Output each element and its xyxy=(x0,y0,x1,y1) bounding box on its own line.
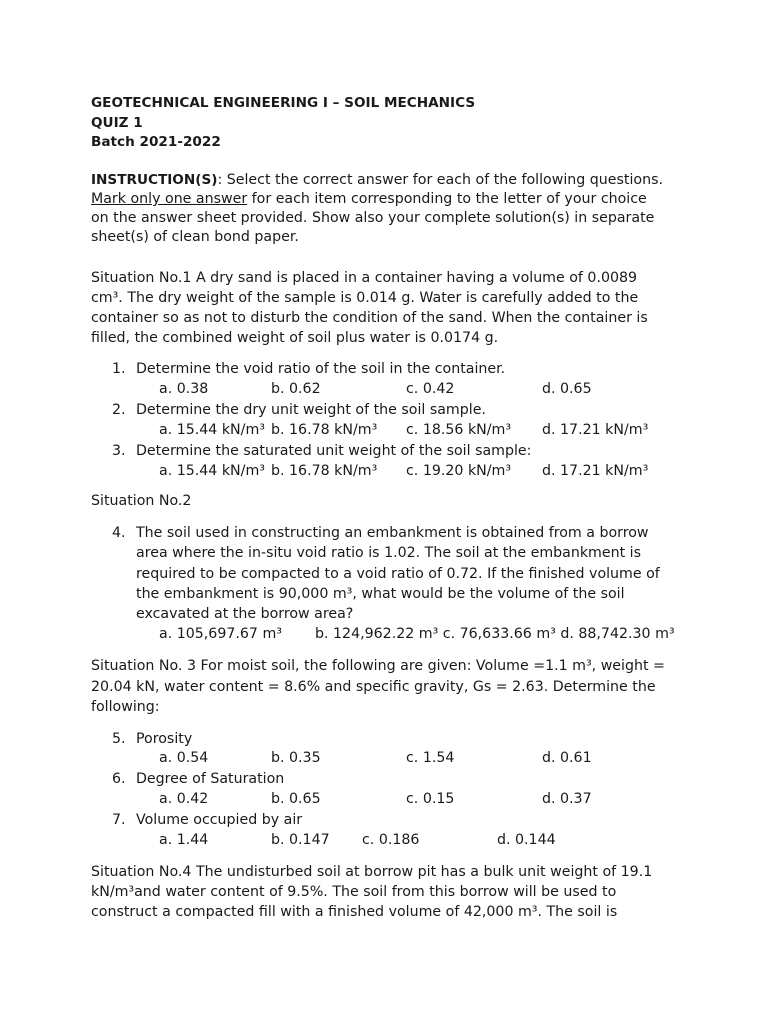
question-text: the embankment is 90,000 m³, what would be the volume of the soil xyxy=(136,586,625,602)
situation-4-line: kN/m³and water content of 9.5%. The soil from this borrow will be used to xyxy=(91,884,617,900)
question-text: The soil used in constructing an embankment is obtained from a borrow xyxy=(136,525,649,541)
instructions-line-2 xyxy=(91,189,647,209)
choice-b: b. 0.35 xyxy=(271,750,321,766)
choice-a: a. 0.54 xyxy=(159,750,209,766)
question-text: Determine the dry unit weight of the soil sample. xyxy=(136,402,486,418)
quiz-label: QUIZ 1 xyxy=(91,115,143,131)
situation-1-line: filled, the combined weight of soil plus water is 0.0174 g. xyxy=(91,330,499,346)
choice-d: d. 17.21 kN/m³ xyxy=(542,422,649,438)
question-text: Porosity xyxy=(136,731,193,747)
instructions-label: INSTRUCTION(S) xyxy=(91,172,218,188)
choice-a: a. 15.44 kN/m³ xyxy=(159,422,265,438)
question-text: area where the in-situ void ratio is 1.02. The soil at the embankment is xyxy=(136,545,642,561)
choice-d: d. 0.65 xyxy=(542,381,592,397)
batch-label: Batch 2021-2022 xyxy=(91,134,221,150)
situation-1-line: cm³. The dry weight of the sample is 0.014 g. Water is carefully added to the xyxy=(91,290,639,306)
choice-d: d. 17.21 kN/m³ xyxy=(542,463,649,479)
instructions-text: for each item corresponding to the letter of your choice xyxy=(247,191,647,207)
choice-a: a. 0.42 xyxy=(159,791,209,807)
situation-1-line: container so as not to disturb the condition of the sand. When the container is xyxy=(91,310,648,326)
question-text: Degree of Saturation xyxy=(136,771,285,787)
question-number: 6. xyxy=(112,771,126,787)
choice-b: b. 16.78 kN/m³ xyxy=(271,463,378,479)
choice-b: b. 16.78 kN/m³ xyxy=(271,422,378,438)
situation-4-line: construct a compacted fill with a finished volume of 42,000 m³. The soil is xyxy=(91,904,618,920)
situation-2-title: Situation No.2 xyxy=(91,493,192,509)
choice-c: c. 0.15 xyxy=(406,791,455,807)
question-text: Determine the void ratio of the soil in the container. xyxy=(136,361,506,377)
situation-3-line: following: xyxy=(91,699,160,715)
question-text: required to be compacted to a void ratio of 0.72. If the finished volume of xyxy=(136,566,660,582)
question-number: 2. xyxy=(112,402,126,418)
choice-c: c. 1.54 xyxy=(406,750,455,766)
choice-d: d. 0.144 xyxy=(497,832,556,848)
choice-a: a. 0.38 xyxy=(159,381,209,397)
instructions-line-3: on the answer sheet provided. Show also your complete solution(s) in separate xyxy=(91,210,655,226)
choice-c: c. 19.20 kN/m³ xyxy=(406,463,512,479)
choice-c: c. 18.56 kN/m³ xyxy=(406,422,512,438)
instructions-line-1 xyxy=(91,170,663,190)
question-text: excavated at the borrow area? xyxy=(136,606,354,622)
question-text: Determine the saturated unit weight of the soil sample: xyxy=(136,443,532,459)
question-number: 4. xyxy=(112,525,126,541)
choice-a: a. 105,697.67 m³ xyxy=(159,626,282,642)
choice-a: a. 15.44 kN/m³ xyxy=(159,463,265,479)
choice-c: c. 0.186 xyxy=(362,832,420,848)
question-number: 7. xyxy=(112,812,126,828)
situation-3-line: Situation No. 3 For moist soil, the following are given: Volume =1.1 m³, weight = xyxy=(91,658,665,674)
choice-d: d. 0.61 xyxy=(542,750,592,766)
choice-d: d. 0.37 xyxy=(542,791,592,807)
choice-a: a. 1.44 xyxy=(159,832,209,848)
choice-b: b. 0.65 xyxy=(271,791,321,807)
instructions-emphasis: Mark only one answer xyxy=(91,191,248,207)
choice-b: b. 0.62 xyxy=(271,381,321,397)
document-title: GEOTECHNICAL ENGINEERING I – SOIL MECHANICS xyxy=(91,95,476,111)
choice-bcd: b. 124,962.22 m³ c. 76,633.66 m³ d. 88,742.30 m³ xyxy=(315,626,675,642)
situation-1-line: Situation No.1 A dry sand is placed in a container having a volume of 0.0089 xyxy=(91,270,638,286)
situation-4-line: Situation No.4 The undisturbed soil at borrow pit has a bulk unit weight of 19.1 xyxy=(91,864,653,880)
question-number: 3. xyxy=(112,443,126,459)
instructions-line-4: sheet(s) of clean bond paper. xyxy=(91,229,299,245)
question-text: Volume occupied by air xyxy=(136,812,303,828)
choice-c: c. 0.42 xyxy=(406,381,455,397)
situation-3-line: 20.04 kN, water content = 8.6% and specific gravity, Gs = 2.63. Determine the xyxy=(91,679,656,695)
choice-b: b. 0.147 xyxy=(271,832,330,848)
question-number: 5. xyxy=(112,731,126,747)
question-number: 1. xyxy=(112,361,126,377)
instructions-text: : Select the correct answer for each of the following questions. xyxy=(217,172,663,188)
